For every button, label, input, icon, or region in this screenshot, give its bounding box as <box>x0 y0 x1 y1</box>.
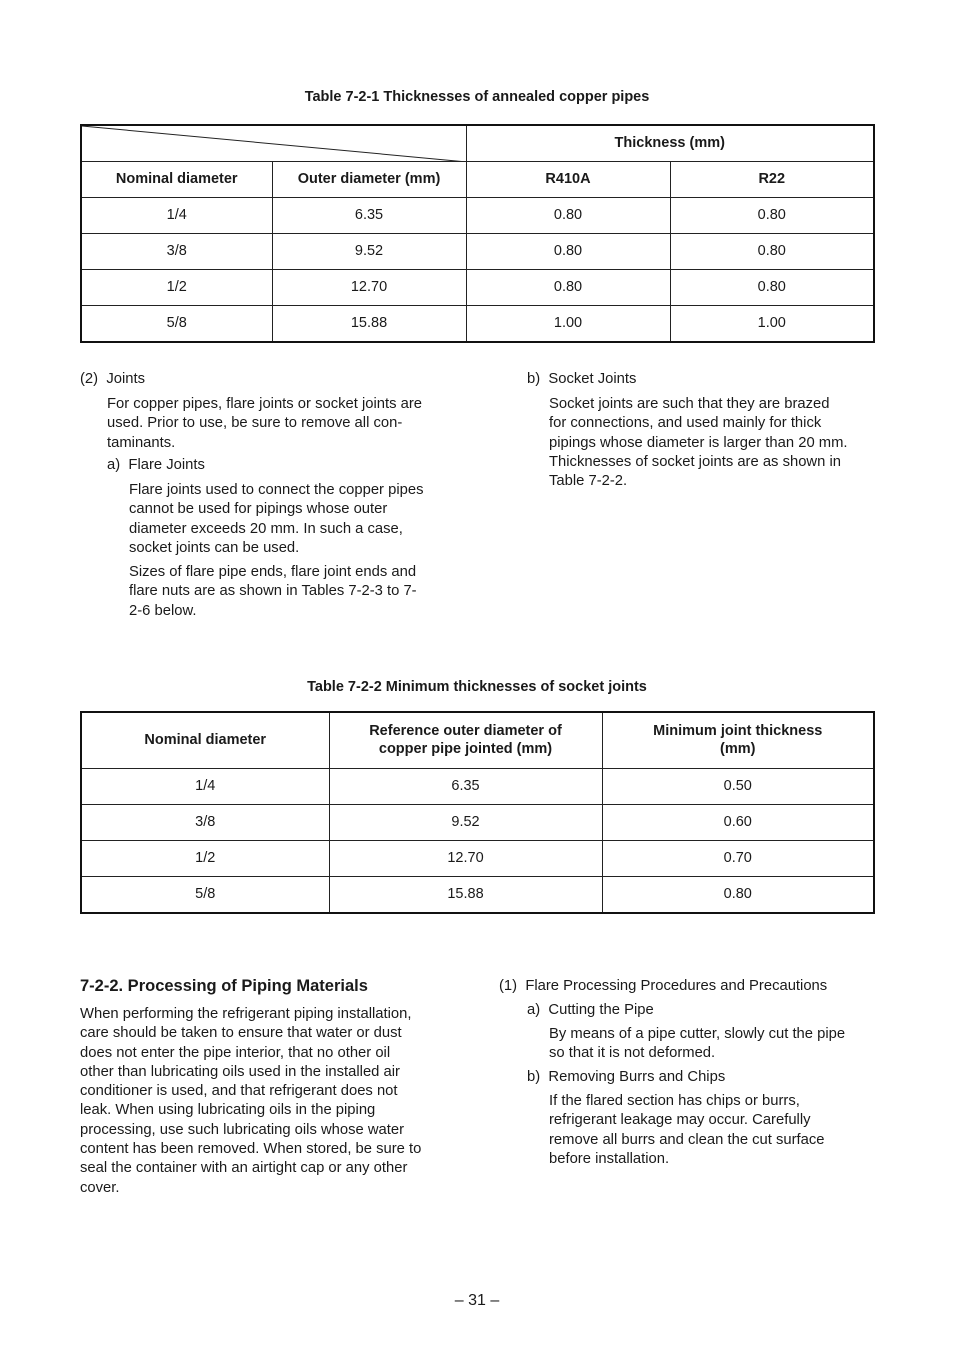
table-cell: 1.00 <box>670 305 874 342</box>
table1-diagonal-cell <box>81 125 466 161</box>
table2-col-reference: Reference outer diameter of copper pipe jointed (mm) <box>329 712 602 768</box>
table-row <box>81 804 874 840</box>
table-cell: 1/2 <box>81 840 329 876</box>
table-cell: 0.60 <box>602 804 874 840</box>
socket-joints-heading: b) Socket Joints <box>527 371 637 387</box>
section-heading-processing: 7-2-2. Processing of Piping Materials <box>80 977 368 995</box>
table2-col-nominal: Nominal diameter <box>81 712 329 768</box>
flare-joints-text: Flare joints used to connect the copper pipes cannot be used for pipings whose outer diameter exceeds 20 mm. In such a case, socket joints can be used. Sizes of flare pipe ends, flare joint ends and flare nuts are as shown in Tables 7-2-3 to 7- 2-6 below. <box>129 482 424 619</box>
table-cell: 0.80 <box>466 269 670 305</box>
table1-col-outer: Outer diameter (mm) <box>272 161 466 197</box>
table1-caption: Table 7-2-1 Thicknesses of annealed copper pipes <box>304 89 650 105</box>
table-cell: 12.70 <box>272 269 466 305</box>
table-cell: 1/4 <box>81 197 272 233</box>
table-cell: 9.52 <box>272 233 466 269</box>
page-number: – 31 – <box>454 1292 500 1309</box>
socket-joints-text: Socket joints are such that they are brazed for connections, and used mainly for thick pipings whose diameter is larger than 20 mm. Thicknesses of socket joints are as shown in Table 7-2-2. <box>549 396 848 490</box>
table-row <box>81 269 874 305</box>
table-row <box>81 768 874 804</box>
table1-group-header: Thickness (mm) <box>466 125 874 161</box>
table-cell: 12.70 <box>329 840 602 876</box>
table-cell: 0.80 <box>670 197 874 233</box>
table-row <box>81 305 874 342</box>
diagonal-line <box>82 126 467 162</box>
table-row <box>81 197 874 233</box>
table-cell: 1/4 <box>81 768 329 804</box>
table1-col-nominal: Nominal diameter <box>81 161 272 197</box>
joints-intro: For copper pipes, flare joints or socket joints are used. Prior to use, be sure to remove all con- taminants. <box>107 396 422 451</box>
table-cell: 0.80 <box>602 876 874 913</box>
table-cell: 9.52 <box>329 804 602 840</box>
table-cell: 3/8 <box>81 233 272 269</box>
table2 <box>80 711 875 914</box>
table-row <box>81 233 874 269</box>
processing-body: When performing the refrigerant piping installation, care should be taken to ensure that water or dust does not enter the pipe interior, that no other oil other than lubricating oils used in the installed air conditioner is used, and that refrigerant does not leak. When using lubricating oils in the piping processing, use such lubricating oils whose water content has been removed. When stored, be sure to seal the container with an airtight cap or any other cover. <box>80 1006 422 1196</box>
flare-joints-heading: a) Flare Joints <box>107 457 205 473</box>
cutting-pipe-text: By means of a pipe cutter, slowly cut the pipe so that it is not deformed. <box>549 1026 846 1062</box>
table-cell: 0.80 <box>466 233 670 269</box>
joints-heading: (2) Joints <box>80 371 145 387</box>
flare-processing-heading: (1) Flare Processing Procedures and Precautions <box>499 978 828 994</box>
table1 <box>80 124 875 343</box>
removing-burrs-text: If the flared section has chips or burrs, refrigerant leakage may occur. Carefully remove all burrs and clean the cut surface before installation. <box>549 1093 825 1167</box>
table-cell: 0.80 <box>670 233 874 269</box>
table-cell: 3/8 <box>81 804 329 840</box>
table-cell: 6.35 <box>272 197 466 233</box>
table-row <box>81 840 874 876</box>
cutting-pipe-heading: a) Cutting the Pipe <box>527 1002 654 1018</box>
table-cell: 15.88 <box>329 876 602 913</box>
table2-caption: Table 7-2-2 Minimum thicknesses of socket joints <box>307 679 647 695</box>
table1-col-r22: R22 <box>670 161 874 197</box>
table-cell: 5/8 <box>81 876 329 913</box>
table-cell: 5/8 <box>81 305 272 342</box>
table-cell: 0.80 <box>466 197 670 233</box>
table-row <box>81 876 874 913</box>
table-cell: 0.70 <box>602 840 874 876</box>
removing-burrs-heading: b) Removing Burrs and Chips <box>527 1069 726 1085</box>
table-cell: 1.00 <box>466 305 670 342</box>
table2-col-minimum: Minimum joint thickness (mm) <box>602 712 874 768</box>
table-cell: 15.88 <box>272 305 466 342</box>
table-cell: 1/2 <box>81 269 272 305</box>
table1-col-r410a: R410A <box>466 161 670 197</box>
table-cell: 0.50 <box>602 768 874 804</box>
table-cell: 0.80 <box>670 269 874 305</box>
table-cell: 6.35 <box>329 768 602 804</box>
